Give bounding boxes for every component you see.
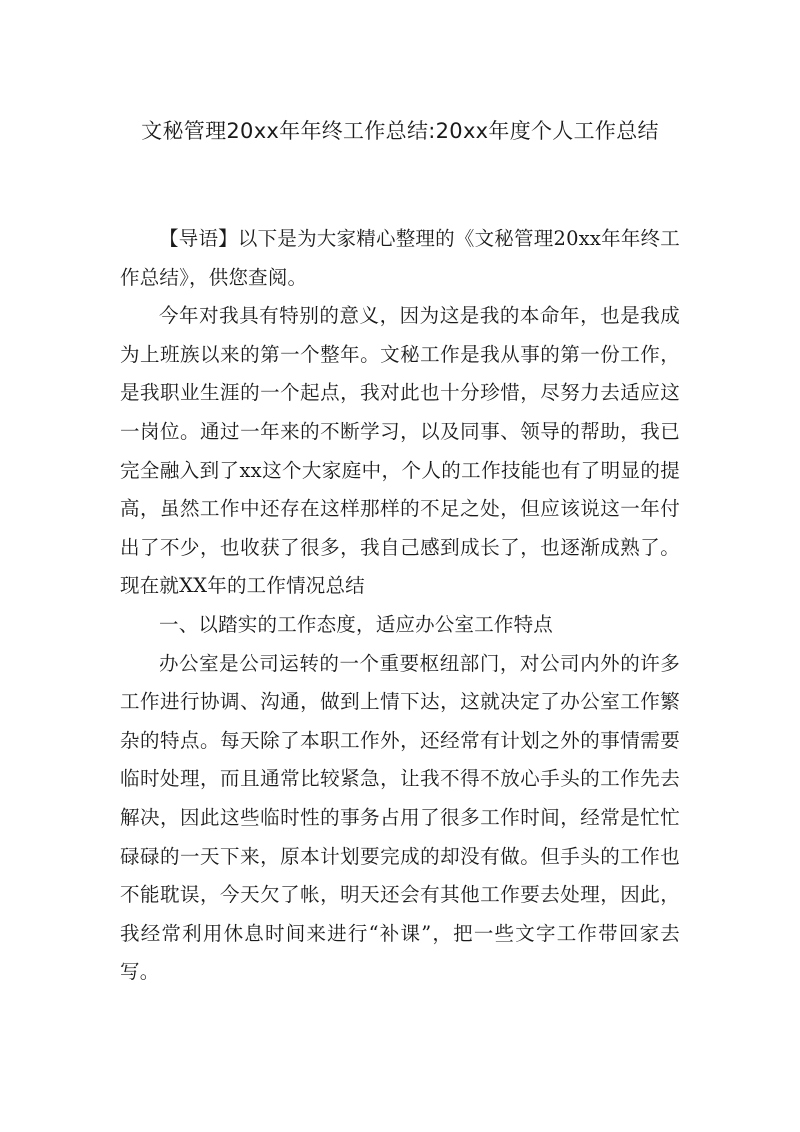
document-body — [120, 220, 680, 992]
document-title: 文秘管理20xx年年终工作总结:20xx年度个人工作总结 — [141, 119, 659, 143]
intro-paragraph: 【导语】以下是为大家精心整理的《文秘管理20xx年年终工作总结》，供您查阅。 — [120, 227, 680, 289]
body-paragraph: 办公室是公司运转的一个重要枢纽部门，对公司内外的许多工作进行协调、沟通，做到上情下达，这就决定了办公室工作繁杂的特点。每天除了本职工作外，还经常有计划之外的事情需要临时处理，而且通常比较紧急，让我不得不放心手头的工作先去解决，因此这些临时性的事务占用了很多工作时间，经常是忙忙碌碌的一天下来，原本计划要完成的却没有做。但手头的工作也不能耽误，今天欠了帐，明天还会有其他工作要去处理，因此，我经常利用休息时间来进行“补课”，把一些文字工作带回家去写。 — [120, 651, 680, 984]
body-paragraph: 今年对我具有特别的意义，因为这是我的本命年，也是我成为上班族以来的第一个整年。文秘工作是我从事的第一份工作，是我职业生涯的一个起点，我对此也十分珍惜，尽努力去适应这一岗位。通过一年来的不断学习，以及同事、领导的帮助，我已完全融入到了xx这个大家庭中，个人的工作技能也有了明显的提高，虽然工作中还存在这样那样的不足之处，但应该说这一年付出了不少，也收获了很多，我自己感到成长了，也逐渐成熟了。现在就XX年的工作情况总结 — [120, 304, 680, 598]
section-heading: 一、以踏实的工作态度，适应办公室工作特点 — [159, 612, 554, 636]
